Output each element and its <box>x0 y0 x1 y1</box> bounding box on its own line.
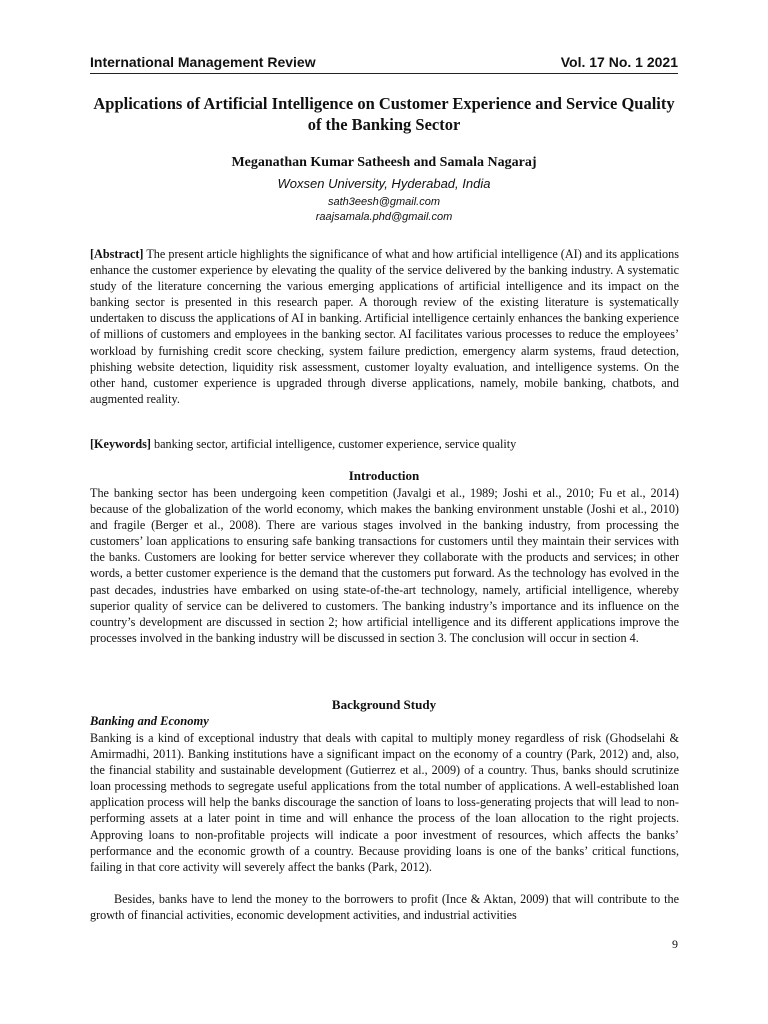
keywords-paragraph <box>90 436 679 452</box>
author-affiliation: Woxsen University, Hyderabad, India <box>277 176 491 191</box>
paper-title: Applications of Artificial Intelligence on Customer Experience and Service Quality of the Banking Sector <box>93 94 675 134</box>
background-paragraph-1: Banking is a kind of exceptional industry that deals with capital to multiply money regardless of risk (Ghodselahi & Amirmadhi, 2011). Banking institutions have a significant impact on the economy of a country (Park, 2012) and, also, the financial stability and sustainable development (Gutierrez et al., 2009) of a country. Thus, banks should scrutinize loan processing methods to segregate useful applications from the total number of applications. A well-established loan application process will help the banks discourage the sanction of loans to loss-generating projects that will lead to non-performing assets at a later point in time and will enhance the process of the loan allocation to the right projects. Approving loans to non-profitable projects will indicate a poor investment of resources, which affects the banks’ performance and the economic growth of a country. Because providing loans is one of the banks’ critical functions, failing in that core activity will severely affect the banks (Park, 2012). <box>90 731 679 874</box>
volume-info: Vol. 17 No. 1 2021 <box>560 54 678 70</box>
running-header <box>90 53 678 74</box>
page-number: 9 <box>672 937 678 951</box>
keywords-text: banking sector, artificial intelligence, customer experience, service quality <box>150 437 517 451</box>
abstract-paragraph <box>90 246 679 407</box>
author-names: Meganathan Kumar Satheesh and Samala Nagaraj <box>231 155 537 170</box>
introduction-paragraph: The banking sector has been undergoing keen competition (Javalgi et al., 1989; Joshi et al., 2010; Fu et al., 2014) because of the globalization of the world economy, which makes the banking environment unstable (Joshi et al., 2010) and fragile (Berger et al., 2008). There are various stages involved in the banking industry, from processing the customers’ loan applications to ensuring safe banking transactions for customers until they maintain their services with the banks. Customers are looking for better service wherever they collaborate with the products and services; in other words, a better customer experience is the demand that the customers put forward. As the technology has evolved in the past decades, industries have embarked on using state-of-the-art technology, namely, artificial intelligence, whereby superior quality of service can be delivered to customers. The banking industry’s importance and its influence on the country’s development are discussed in section 2; how artificial intelligence and its different applications improve the processes involved in the banking industry will be discussed in section 3. The conclusion will occur in section 4. <box>90 486 679 645</box>
subsection-heading-banking-economy: Banking and Economy <box>90 714 209 728</box>
journal-name: International Management Review <box>90 54 316 70</box>
section-heading-introduction: Introduction <box>348 468 420 483</box>
keywords-label: [Keywords] <box>90 437 151 451</box>
abstract-label: [Abstract] <box>90 247 144 261</box>
author-email-1: sath3eesh@gmail.com <box>327 196 441 208</box>
section-heading-background: Background Study <box>331 697 437 712</box>
background-paragraph-2: Besides, banks have to lend the money to the borrowers to profit (Ince & Aktan, 2009) that will contribute to the growth of financial activities, economic development activities, and industrial activities <box>90 892 679 923</box>
abstract-text: The present article highlights the significance of what and how artificial intelligence (AI) and its applications enhance the customer experience by elevating the quality of the service delivered by the banking industry. A systematic study of the literature concerning the various emerging applications of artificial intelligence and its impact on the banking sector is presented in this research paper. A thorough review of the existing literature is systematically undertaken to discuss the applications of AI in banking. Artificial intelligence certainly enhances the banking experience of millions of customers and employees in the banking sector. AI facilitates various processes to reduce the employees’ workload by furnishing credit score checking, system failure prediction, emergency alarm systems, fraud detection, phishing website detection, liquidity risk assessment, customer loyalty evaluation, and intelligence systems. On the other hand, customer experience is upgraded through diverse applications, namely, mobile banking, chatbots, and augmented reality. <box>90 247 679 406</box>
author-email-2: raajsamala.phd@gmail.com <box>315 211 453 223</box>
